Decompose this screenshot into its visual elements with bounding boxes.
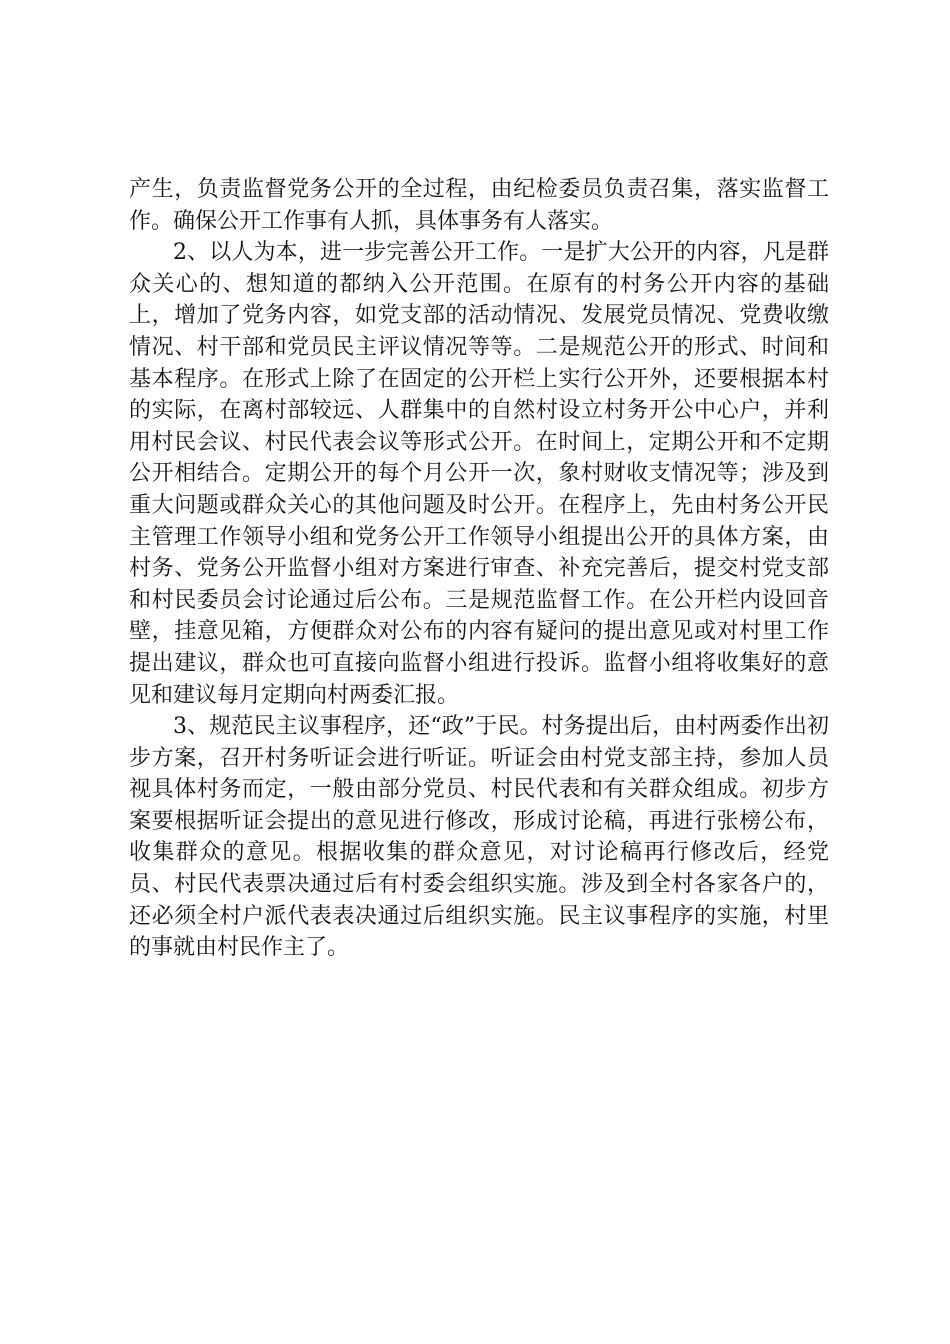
- paragraph-item-3: 3、规范民主议事程序，还“政”于民。村务提出后，由村两委作出初步方案，召开村务听证会进行听证。听证会由村党支部主持，参加人员视具体村务而定，一般由部分党员、村民代表和有关群众组成。初步方案要根据听证会提出的意见进行修改，形成讨论稿，再进行张榜公布，收集群众的意见。根据收集的群众意见，对讨论稿再行修改后，经党员、村民代表票决通过后有村委会组织实施。涉及到全村各家各户的，还必须全村户派代表表决通过后组织实施。民主议事程序的实施，村里的事就由村民作主了。: [129, 714, 829, 961]
- paragraph-continuation: 产生，负责监督党务公开的全过程，由纪检委员负责召集，落实监督工作。确保公开工作事有人抓，具体事务有人落实。: [129, 177, 829, 234]
- paragraph-item-2: 2、以人为本，进一步完善公开工作。一是扩大公开的内容，凡是群众关心的、想知道的都纳入公开范围。在原有的村务公开内容的基础上，增加了党务内容，如党支部的活动情况、发展党员情况、党费收缴情况、村干部和党员民主评议情况等等。二是规范公开的形式、时间和基本程序。在形式上除了在固定的公开栏上实行公开外，还要根据本村的实际，在离村部较远、人群集中的自然村设立村务开公中心户，并利用村民会议、村民代表会议等形式公开。在时间上，定期公开和不定期公开相结合。定期公开的每个月公开一次，象村财收支情况等；涉及到重大问题或群众关心的其他问题及时公开。在程序上，先由村务公开民主管理工作领导小组和党务公开工作领导小组提出公开的具体方案，由村务、党务公开监督小组对方案进行审查、补充完善后，提交村党支部和村民委员会讨论通过后公布。三是规范监督工作。在公开栏内设回音壁，挂意见箱，方便群众对公布的内容有疑问的提出意见或对村里工作提出建议，群众也可直接向监督小组进行投诉。监督小组将收集好的意见和建议每月定期向村两委汇报。: [129, 240, 829, 708]
- document-body: [129, 174, 829, 964]
